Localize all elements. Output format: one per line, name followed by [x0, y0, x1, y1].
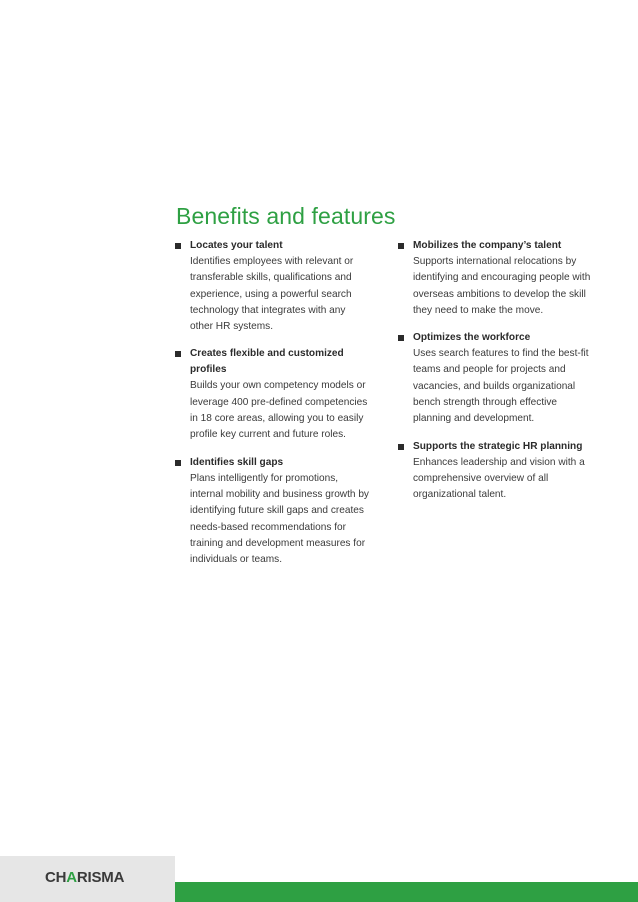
feature-description: Enhances leadership and vision with a comprehensive overview of all organizational talent.	[413, 456, 585, 501]
footer-green-band	[175, 882, 638, 902]
feature-description: Supports international relocations by identifying and encouraging people with overseas ambitions to develop the skill they need to make the move.	[413, 256, 591, 316]
feature-heading: Supports the strategic HR planning	[413, 440, 583, 452]
right-column	[398, 238, 603, 515]
square-bullet-icon	[398, 335, 404, 341]
feature-item	[398, 330, 603, 427]
feature-item	[175, 238, 380, 335]
page-title: Benefits and features	[176, 203, 396, 230]
feature-item	[398, 238, 603, 319]
feature-item	[175, 455, 380, 569]
left-column	[175, 238, 380, 579]
feature-description: Builds your own competency models or leverage 400 pre-defined competencies in 18 core areas, allowing you to easily profile key current and future roles.	[190, 380, 368, 441]
feature-item	[175, 346, 380, 443]
feature-item	[398, 439, 603, 504]
feature-heading: Locates your talent	[190, 240, 283, 251]
feature-heading: Mobilizes the company’s talent	[413, 240, 562, 251]
feature-description: Identifies employees with relevant or transferable skills, qualifications and experience, using a powerful search technology that integrates with any other HR systems.	[190, 256, 354, 333]
square-bullet-icon	[175, 460, 181, 466]
feature-heading: Creates flexible and customized profiles	[190, 348, 344, 376]
feature-heading: Identifies skill gaps	[190, 456, 284, 468]
feature-description: Plans intelligently for promotions, internal mobility and business growth by identifying future skill gaps and creates needs-based recommendations for training and development measures for individuals or teams.	[190, 472, 369, 566]
square-bullet-icon	[175, 243, 181, 249]
feature-heading: Optimizes the workforce	[413, 332, 531, 344]
logo-text-start: CH	[45, 869, 67, 886]
square-bullet-icon	[175, 351, 181, 357]
logo-text-end: RISMA	[76, 869, 125, 886]
feature-description: Uses search features to find the best-fit teams and people for projects and vacancies, and builds organizational bench strength through effective planning and development.	[413, 348, 589, 425]
logo-accent-letter: A	[66, 869, 77, 886]
square-bullet-icon	[398, 243, 404, 249]
charisma-logo	[45, 869, 124, 886]
square-bullet-icon	[398, 444, 404, 450]
